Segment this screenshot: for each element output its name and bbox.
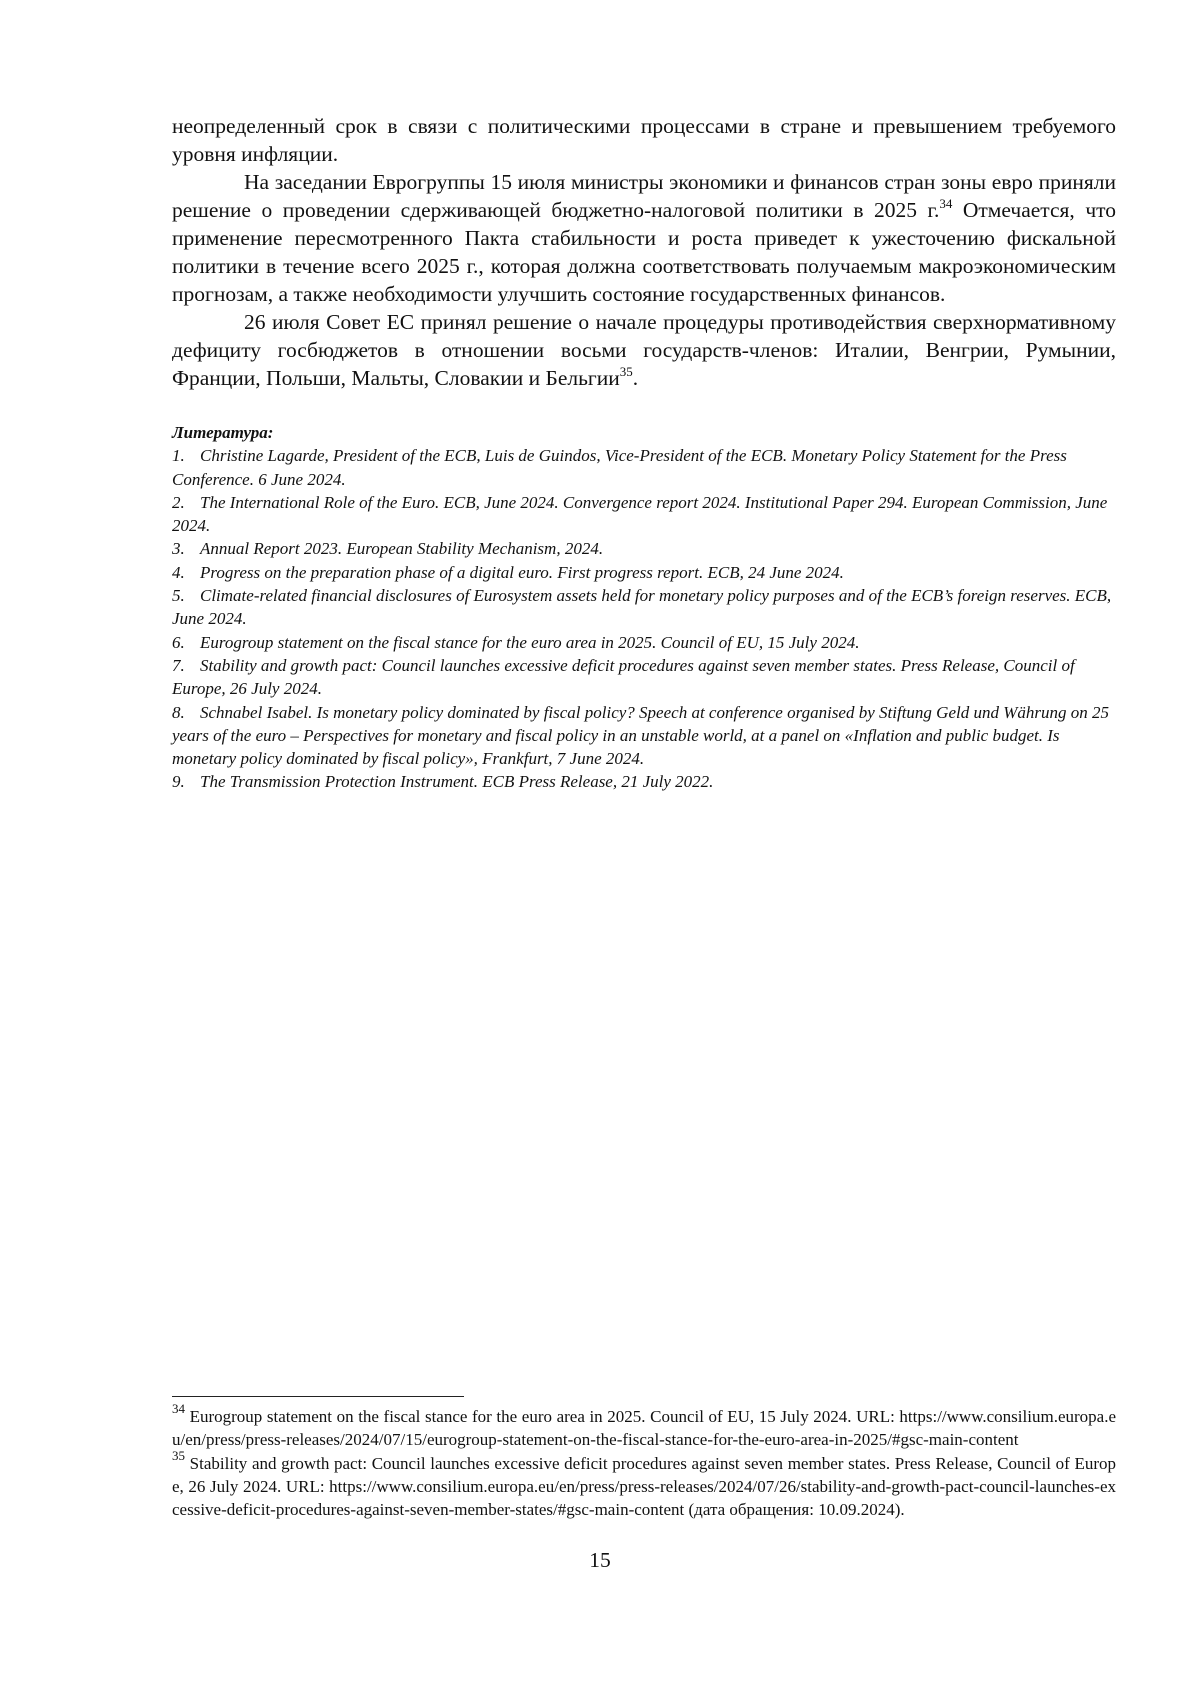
footnote-text[interactable]: Stability and growth pact: Council launches excessive deficit procedures against seven member states. Press Release, Council of Europe, 26 July 2024. URL: https://www.consilium.europa.eu/en/press/press-releases/2024/07/26/stability-and-growth-pact-council-launches-excessive-deficit-procedures-against-seven-member-states/#gsc-main-content (дата обращения: 10.09.2024).: [172, 1453, 1116, 1520]
literature-item-text: Annual Report 2023. European Stability Mechanism, 2024.: [200, 539, 604, 559]
literature-item: [172, 701, 1116, 771]
footnote-mark: 35: [172, 1447, 185, 1463]
paragraph-3: [172, 308, 1116, 392]
literature-heading: Литература:: [172, 423, 274, 442]
literature-item-text: Eurogroup statement on the fiscal stance for the euro area in 2025. Council of EU, 15 July 2024.: [200, 632, 860, 652]
paragraph-3-end: .: [632, 366, 639, 390]
literature-section: [172, 421, 1116, 794]
literature-item: [172, 770, 1116, 793]
literature-item-text: The International Role of the Euro. ECB, June 2024. Convergence report 2024. Institutional Paper 294. European Commission, June 2024.: [172, 492, 1108, 536]
literature-item-text: Climate-related financial disclosures of Eurosystem assets held for monetary policy purposes and of the ECB’s foreign reserves. ECB, June 2024.: [172, 586, 1112, 629]
footnote-mark: 34: [172, 1401, 185, 1416]
footnote-ref-34[interactable]: 34: [939, 196, 953, 211]
literature-item: [172, 537, 1116, 560]
literature-item-number: 2.: [172, 492, 185, 512]
literature-item: [172, 584, 1116, 631]
literature-item-number: 6.: [172, 632, 185, 652]
literature-item-text: Christine Lagarde, President of the ECB, Luis de Guindos, Vice-President of the ECB. Monetary Policy Statement for the Press Conference. 6 June 2024.: [172, 446, 1067, 489]
paragraph-2-text: На заседании Еврогруппы 15 июля министры экономики и финансов стран зоны евро приняли решение о проведении сдерживающей бюджетно-налоговой политики в 2025 г.: [172, 170, 1116, 222]
literature-item-number: 8.: [172, 702, 185, 722]
footnote-34: [172, 1401, 1116, 1452]
footnote-separator: [172, 1396, 464, 1397]
page-number: 15: [589, 1548, 611, 1572]
paragraph-3-text: 26 июля Совет ЕС принял решение о начале процедуры противодействия сверхнормативному дефициту госбюджетов в отношении восьми государств-членов: Италии, Венгрии, Румынии, Франции, Польши, Мальты, Словакии и Бельгии: [172, 310, 1116, 390]
literature-item: [172, 561, 1116, 584]
body-text: [172, 112, 1116, 392]
footnote-ref-35[interactable]: 35: [619, 364, 633, 379]
literature-item-text: Schnabel Isabel. Is monetary policy dominated by fiscal policy? Speech at conference organised by Stiftung Geld und Währung on 25 years of the euro – Perspectives for monetary and fiscal policy in an unstable world, at a panel on «Inflation and public budget. Is monetary policy dominated by fiscal policy», Frankfurt, 7 June 2024.: [172, 702, 1109, 769]
literature-item-number: 9.: [172, 772, 185, 792]
literature-item-text: Progress on the preparation phase of a digital euro. First progress report. ECB, 24 June 2024.: [200, 562, 844, 582]
literature-item: [172, 654, 1116, 701]
paragraph-1: неопределенный срок в связи с политическими процессами в стране и превышением требуемого уровня инфляции.: [172, 114, 1116, 166]
literature-item-number: 5.: [172, 586, 185, 606]
paragraph-2-rest: Отмечается, что применение пересмотренного Пакта стабильности и роста приведет к ужесточению фискальной политики в течение всего 2025 г., которая должна соответствовать получаемым макроэкономическим прогнозам, а также необходимости улучшить состояние государственных финансов.: [172, 198, 1116, 306]
literature-item-number: 1.: [172, 446, 185, 466]
literature-item: [172, 491, 1116, 538]
literature-item-text: The Transmission Protection Instrument. ECB Press Release, 21 July 2022.: [200, 772, 714, 792]
literature-item-number: 3.: [172, 539, 185, 559]
footnote-35: [172, 1447, 1116, 1522]
literature-item: [172, 444, 1116, 491]
literature-item-number: 7.: [172, 655, 185, 675]
literature-item-number: 4.: [172, 562, 185, 582]
footnotes-section: [172, 1401, 1116, 1521]
paragraph-2: [172, 168, 1116, 308]
footnote-text[interactable]: Eurogroup statement on the fiscal stance for the euro area in 2025. Council of EU, 15 July 2024. URL: https://www.consilium.europa.eu/en/press/press-releases/2024/07/15/eurogroup-statement-on-the-fiscal-stance-for-the-euro-area-in-2025/#gsc-main-content: [172, 1407, 1116, 1450]
literature-item: [172, 631, 1116, 654]
literature-item-text: Stability and growth pact: Council launches excessive deficit procedures against seven member states. Press Release, Council of Europe, 26 July 2024.: [172, 655, 1075, 699]
